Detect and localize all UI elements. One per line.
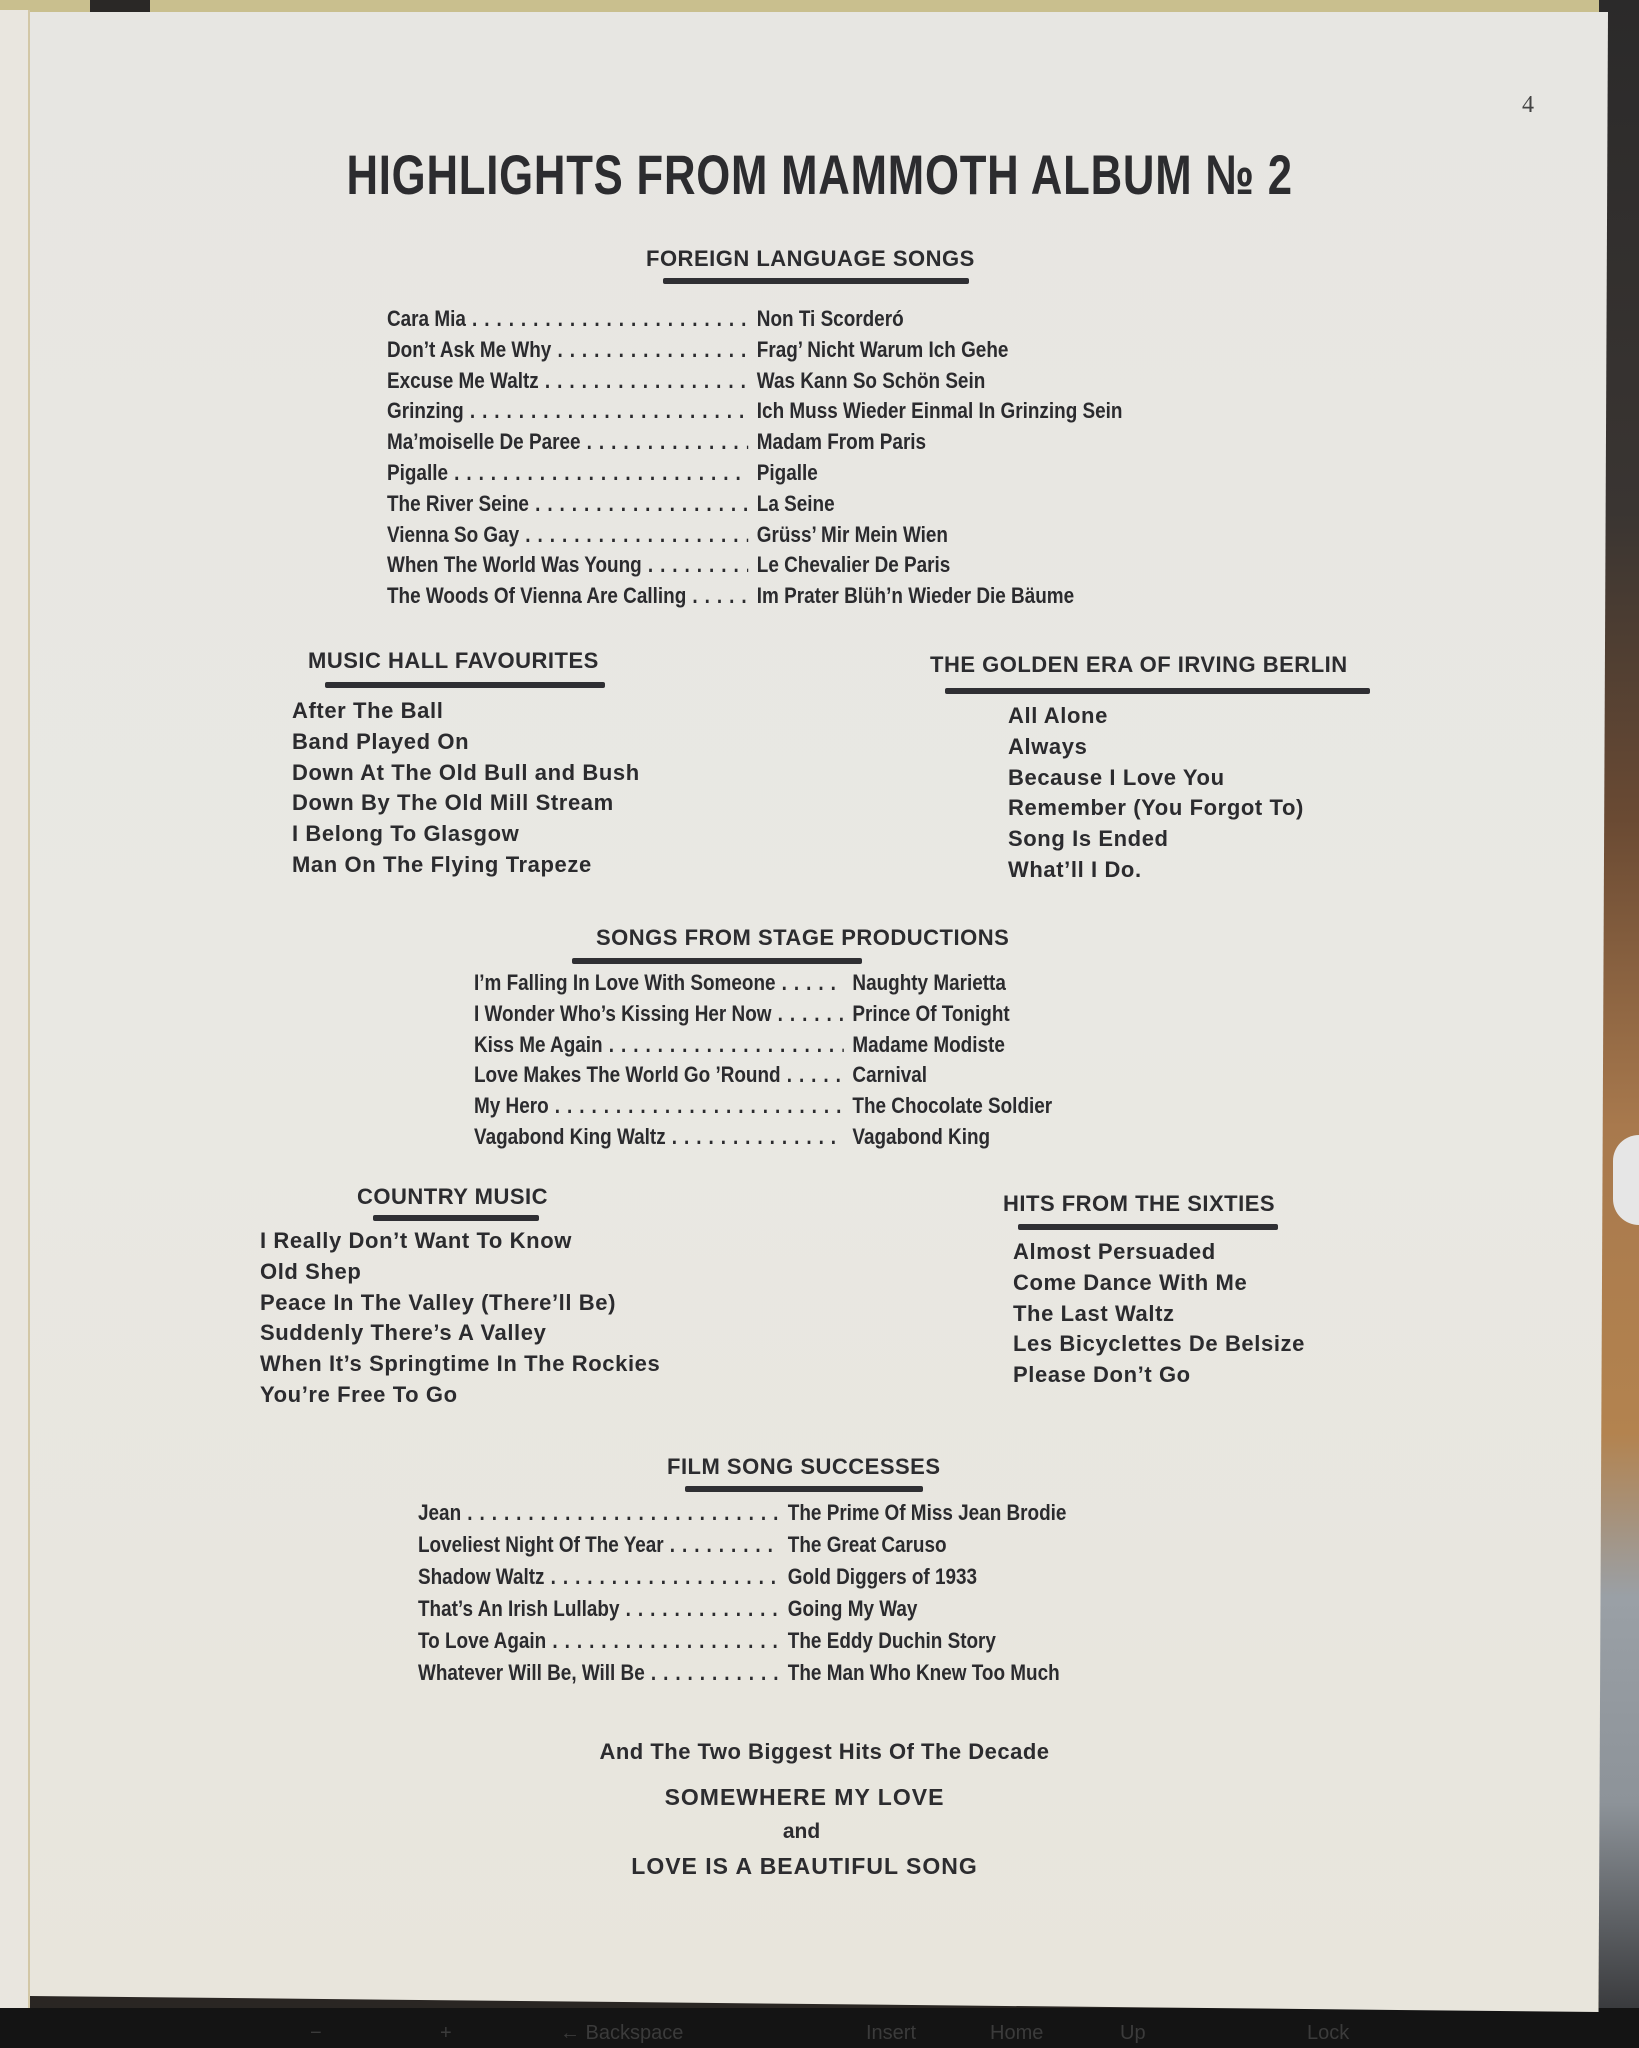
key-up: Up — [1120, 2022, 1146, 2044]
finale-hit-two: LOVE IS A BEAUTIFUL SONG — [631, 1853, 978, 1879]
list-item: To Love Again . . . The Eddy Duchin Story — [418, 1628, 1192, 1660]
list-item: Ma’moiselle De Paree . . . Madam From Paris — [387, 429, 1230, 460]
list-item: I Really Don’t Want To Know — [260, 1228, 572, 1253]
section-heading-country: COUNTRY MUSIC — [357, 1184, 549, 1209]
page-number: 4 — [1522, 92, 1534, 118]
foreign-songs-list — [387, 306, 1230, 614]
list-item: What’ll I Do. — [1008, 856, 1142, 882]
section-heading-music-hall: MUSIC HALL FAVOURITES — [308, 648, 599, 673]
list-item: The Last Waltz — [1013, 1300, 1175, 1326]
list-item: Peace In The Valley (There’ll Be) — [260, 1289, 617, 1315]
stage-productions-list — [474, 970, 1162, 1155]
page-title: HIGHLIGHTS FROM MAMMOTH ALBUM № 2 — [346, 143, 1293, 206]
section-heading-sixties: HITS FROM THE SIXTIES — [1003, 1191, 1276, 1216]
key-plus: + — [440, 2022, 452, 2044]
heading-rule — [373, 1215, 539, 1221]
list-item: Down At The Old Bull and Bush — [292, 759, 640, 785]
list-item: I Belong To Glasgow — [292, 821, 520, 847]
finale-intro: And The Two Biggest Hits Of The Decade — [599, 1739, 1050, 1764]
list-item: Song Is Ended — [1008, 826, 1169, 852]
heading-rule — [1018, 1224, 1278, 1230]
list-item: Don’t Ask Me Why . . . Frag’ Nicht Warum Ich Gehe — [387, 337, 1230, 368]
list-item: I Wonder Who’s Kissing Her Now . . . Prince Of Tonight — [474, 1001, 1162, 1032]
list-item: Grinzing . . . Ich Muss Wieder Einmal In Grinzing Sein — [387, 398, 1230, 429]
list-item: Remember (You Forgot To) — [1008, 795, 1304, 821]
list-item: Man On The Flying Trapeze — [292, 851, 592, 877]
list-item: Kiss Me Again . . . Madame Modiste — [474, 1032, 1162, 1063]
background-top — [0, 0, 1639, 14]
irving-berlin-list — [1008, 703, 1304, 888]
finale-hit-one: SOMEWHERE MY LOVE — [664, 1784, 945, 1810]
key-backspace: ← Backspace — [560, 2022, 684, 2044]
list-item: Les Bicyclettes De Belsize — [1013, 1331, 1305, 1357]
list-item: That’s An Irish Lullaby . . . Going My Way — [418, 1596, 1192, 1628]
list-item: The River Seine . . . La Seine — [387, 491, 1230, 522]
section-heading-stage: SONGS FROM STAGE PRODUCTIONS — [596, 925, 1010, 950]
list-item: Jean . . . The Prime Of Miss Jean Brodie — [418, 1500, 1192, 1532]
list-item: My Hero . . . The Chocolate Soldier — [474, 1093, 1162, 1124]
list-item: Pigalle . . . Pigalle — [387, 460, 1230, 491]
list-item: Loveliest Night Of The Year . . . The Great Caruso — [418, 1532, 1192, 1564]
heading-rule — [572, 958, 862, 964]
heading-rule — [685, 1486, 923, 1492]
list-item: Band Played On — [292, 728, 470, 754]
list-item: Excuse Me Waltz . . . Was Kann So Schön Sein — [387, 368, 1230, 399]
list-item: Come Dance With Me — [1013, 1269, 1248, 1295]
list-item: When It’s Springtime In The Rockies — [260, 1351, 661, 1377]
list-item: Always — [1008, 733, 1088, 759]
finale-conjunction: and — [782, 1820, 821, 1843]
heading-rule — [325, 682, 605, 688]
background-object — [1613, 1135, 1639, 1225]
key-insert: Insert — [866, 2022, 917, 2044]
list-item: Almost Persuaded — [1013, 1239, 1216, 1264]
facing-page-edge — [0, 10, 30, 2020]
list-item: I’m Falling In Love With Someone . . . Naughty Marietta — [474, 970, 1162, 1001]
list-item: Whatever Will Be, Will Be . . . The Man Who Knew Too Much — [418, 1660, 1192, 1692]
keyboard-edge — [0, 2008, 1639, 2048]
list-item: After The Ball — [292, 698, 444, 723]
section-heading-film: FILM SONG SUCCESSES — [667, 1454, 941, 1479]
list-item: Cara Mia . . . Non Ti Scorderó — [387, 306, 1230, 337]
heading-rule — [945, 688, 1370, 694]
key-lock: Lock — [1307, 2022, 1350, 2044]
list-item: When The World Was Young . . . Le Chevalier De Paris — [387, 552, 1230, 583]
list-item: Shadow Waltz . . . Gold Diggers of 1933 — [418, 1564, 1192, 1596]
list-item: Vienna So Gay . . . Grüss’ Mir Mein Wien — [387, 522, 1230, 553]
key-home: Home — [990, 2022, 1044, 2044]
list-item: You’re Free To Go — [260, 1381, 458, 1407]
sixties-list — [1013, 1239, 1305, 1393]
key-minus: − — [310, 2022, 322, 2044]
section-heading-irving-berlin: THE GOLDEN ERA OF IRVING BERLIN — [930, 652, 1348, 677]
list-item: Because I Love You — [1008, 764, 1225, 790]
list-item: The Woods Of Vienna Are Calling . . . Im Prater Blüh’n Wieder Die Bäume — [387, 583, 1230, 614]
list-item: Suddenly There’s A Valley — [260, 1320, 547, 1346]
list-item: Vagabond King Waltz . . . Vagabond King — [474, 1124, 1162, 1155]
country-music-list — [260, 1228, 660, 1413]
film-songs-list — [418, 1500, 1192, 1692]
list-item: Down By The Old Mill Stream — [292, 790, 614, 816]
heading-rule — [663, 278, 969, 284]
list-item: All Alone — [1008, 703, 1108, 728]
section-heading-foreign: FOREIGN LANGUAGE SONGS — [646, 246, 975, 271]
list-item: Love Makes The World Go ’Round . . . Carnival — [474, 1062, 1162, 1093]
list-item: Old Shep — [260, 1258, 362, 1284]
music-hall-list — [292, 698, 640, 883]
background-top-dark — [90, 0, 150, 12]
list-item: Please Don’t Go — [1013, 1362, 1191, 1388]
